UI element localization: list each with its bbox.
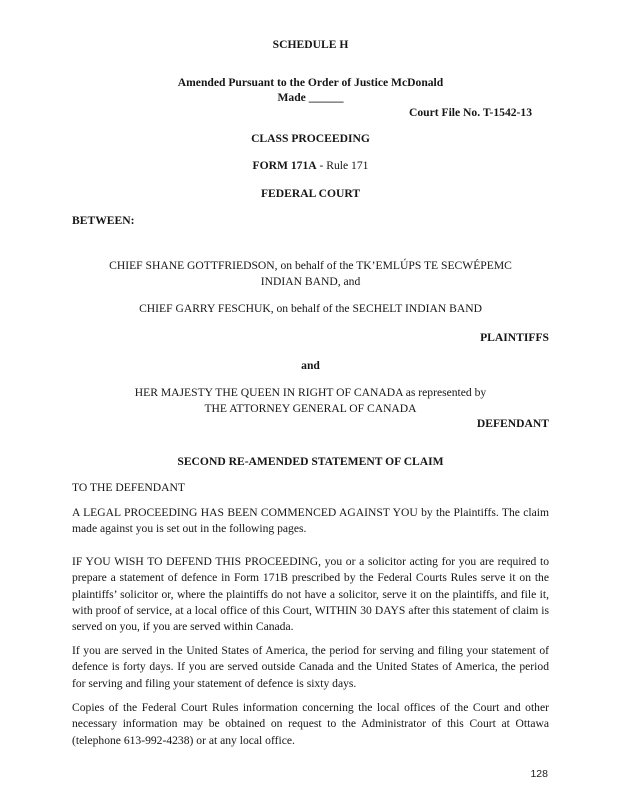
between-label: BETWEEN: [72, 214, 135, 227]
defendant-name-line2: THE ATTORNEY GENERAL OF CANADA [204, 401, 417, 415]
court-file-number: Court File No. T-1542-13 [408, 106, 532, 119]
court-name-heading: FEDERAL COURT [260, 187, 361, 200]
plaintiffs-label: PLAINTIFFS [480, 331, 549, 344]
claim-title: SECOND RE-AMENDED STATEMENT OF CLAIM [177, 455, 444, 468]
plaintiff-1-name [72, 258, 549, 290]
made-blank-line: Made ______ [277, 91, 344, 104]
defendant-name [72, 385, 549, 416]
plaintiff-1-name-line1: CHIEF SHANE GOTTFRIEDSON, on behalf of the TK’EMLÚPS TE SECWÉPEMC [109, 259, 512, 272]
to-defendant-line: TO THE DEFENDANT [72, 481, 185, 494]
and-separator: and [301, 359, 320, 372]
plaintiff-2-name: CHIEF GARRY FESCHUK, on behalf of the SECHELT INDIAN BAND [139, 302, 482, 315]
claim-paragraph-legal-proceeding: A LEGAL PROCEEDING HAS BEEN COMMENCED AGAINST YOU by the Plaintiffs. The claim made against you is set out in the following pages. [72, 506, 549, 536]
plaintiff-1-name-line2: INDIAN BAND, and [260, 275, 361, 288]
claim-paragraph-service-periods: If you are served in the United States of America, the period for serving and filing your statement of defence is forty days. If you are served outside Canada and the United States of America, the period for serving and filing your statement of defence is sixty days. [72, 643, 549, 690]
document-content [72, 37, 549, 749]
page-number: 128 [530, 768, 548, 780]
class-proceeding-heading: CLASS PROCEEDING [251, 132, 370, 145]
claim-paragraph-court-rules-copies: Copies of the Federal Court Rules information concerning the local offices of the Court and other necessary information may be obtained on request to the Administrator of this Court at Ottawa (telephone 613-992-4238) or at any local office. [72, 701, 549, 747]
defendant-label: DEFENDANT [476, 417, 549, 430]
amendment-note-line: Amended Pursuant to the Order of Justice McDonald [177, 76, 444, 89]
schedule-heading: SCHEDULE H [272, 38, 349, 51]
defendant-name-line1: HER MAJESTY THE QUEEN IN RIGHT OF CANADA as represented by [134, 386, 487, 399]
amendment-note [72, 75, 549, 105]
form-number: FORM 171A [252, 159, 317, 172]
form-rule: - Rule 171 [316, 159, 369, 172]
form-number-line [72, 158, 549, 173]
claim-paragraph-defend-proceeding: IF YOU WISH TO DEFEND THIS PROCEEDING, you or a solicitor acting for you are required to prepare a statement of defence in Form 171B prescribed by the Federal Courts Rules serve it on the plaintiffs’ solicitor or, where the plaintiffs do not have a solicitor, serve it on the plaintiffs, and file it, with proof of service, at a local office of this Court, WITHIN 30 DAYS after this statement of claim is served on you, if you are served within Canada. [72, 554, 549, 634]
